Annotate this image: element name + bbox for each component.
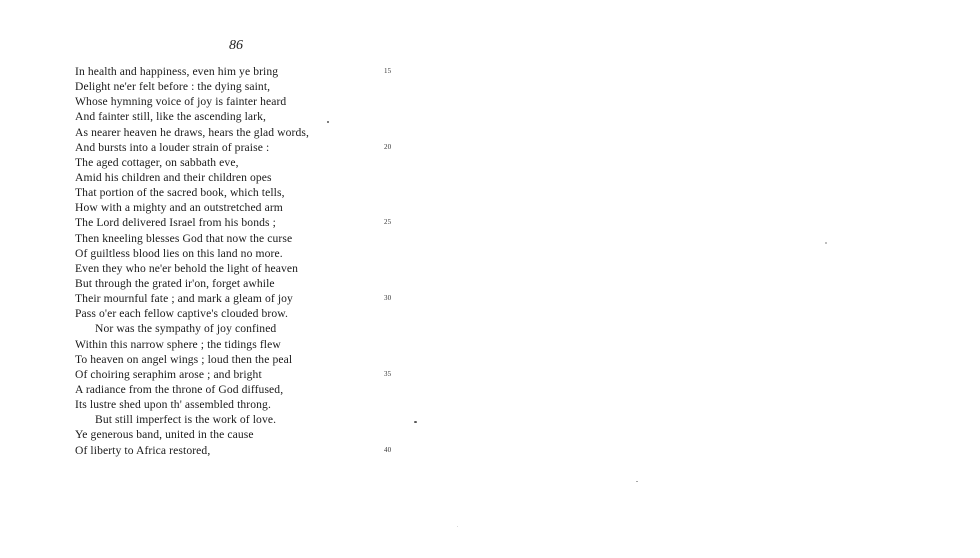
- poem-line: [75, 215, 415, 230]
- poem-line-text: Within this narrow sphere ; the tidings flew: [75, 337, 281, 351]
- poem-line-text: How with a mighty and an outstretched arm: [75, 201, 283, 215]
- page-number-text: 86: [229, 38, 243, 53]
- poem-line: [75, 352, 415, 367]
- poem-line: [75, 109, 415, 124]
- poem-line: [75, 291, 415, 306]
- poem-line-text: Delight ne'er felt before : the dying saint,: [75, 80, 271, 94]
- scan-speck: [636, 481, 638, 482]
- poem-line: [75, 185, 415, 200]
- line-number: 30: [384, 294, 392, 303]
- poem-line: [75, 367, 415, 382]
- line-number: 15: [384, 67, 392, 75]
- poem-line-text: In health and happiness, even him ye bring: [75, 65, 279, 78]
- poem-line: [75, 427, 415, 442]
- poem-line: [75, 140, 415, 155]
- poem-line-text: That portion of the sacred book, which tells,: [75, 186, 285, 200]
- poem-line-text: Of liberty to Africa restored,: [75, 443, 211, 457]
- poem-line-text: Nor was the sympathy of joy confined: [95, 322, 277, 336]
- poem-line-text: But through the grated ir'on, forget awhile: [75, 276, 275, 290]
- poem-line-text: The Lord delivered Israel from his bonds ;: [75, 216, 276, 230]
- poem-line: [75, 200, 415, 215]
- poem-line: [75, 276, 415, 291]
- poem-line: [75, 382, 415, 397]
- scan-speck: [414, 421, 417, 423]
- poem-line: [75, 337, 415, 352]
- poem-line-text: To heaven on angel wings ; loud then the peal: [75, 352, 293, 366]
- poem-line: [75, 306, 415, 321]
- poem-line: [75, 321, 415, 336]
- poem-line: [75, 261, 415, 276]
- scan-speck: [825, 242, 827, 244]
- poem-line-text: As nearer heaven he draws, hears the glad words,: [75, 125, 310, 139]
- poem-line-text: Then kneeling blesses God that now the curse: [75, 231, 293, 245]
- poem-line-text: Ye generous band, united in the cause: [75, 428, 254, 442]
- line-number: 25: [384, 218, 392, 227]
- line-number: 35: [384, 369, 392, 378]
- poem-line: [75, 155, 415, 170]
- poem-line: [75, 79, 415, 94]
- poem-line-text: Whose hymning voice of joy is fainter heard: [75, 95, 287, 109]
- line-number: 40: [384, 445, 392, 454]
- poem-line-text: And fainter still, like the ascending lark,: [75, 110, 267, 124]
- scan-speck: [457, 526, 458, 527]
- poem-line: [75, 231, 415, 246]
- poem-line-text: Of choiring seraphim arose ; and bright: [75, 367, 262, 381]
- poem-line-text: Even they who ne'er behold the light of heaven: [75, 261, 299, 275]
- poem-body: [75, 64, 415, 458]
- poem-line-text: Amid his children and their children opes: [75, 170, 272, 184]
- scan-speck: [327, 121, 329, 123]
- poem-line: [75, 94, 415, 109]
- poem-line-text: A radiance from the throne of God diffused,: [75, 382, 284, 396]
- poem-line-text: Its lustre shed upon th' assembled throng.: [75, 398, 271, 412]
- poem-line: [75, 64, 415, 79]
- poem-line: [75, 246, 415, 261]
- poem-line-text: The aged cottager, on sabbath eve,: [75, 155, 239, 169]
- poem-line-text: Pass o'er each fellow captive's clouded brow.: [75, 307, 288, 321]
- poem-line-text: Of guiltless blood lies on this land no more.: [75, 246, 283, 260]
- poem-line-text: Their mournful fate ; and mark a gleam of joy: [75, 292, 293, 306]
- poem-line-text: But still imperfect is the work of love.: [95, 413, 277, 427]
- poem-line: [75, 170, 415, 185]
- poem-line: [75, 412, 415, 427]
- poem-line: [75, 443, 415, 458]
- poem-line-text: And bursts into a louder strain of praise :: [75, 140, 270, 154]
- poem-line: [75, 125, 415, 140]
- line-number: 20: [384, 142, 392, 151]
- poem-line: [75, 397, 415, 412]
